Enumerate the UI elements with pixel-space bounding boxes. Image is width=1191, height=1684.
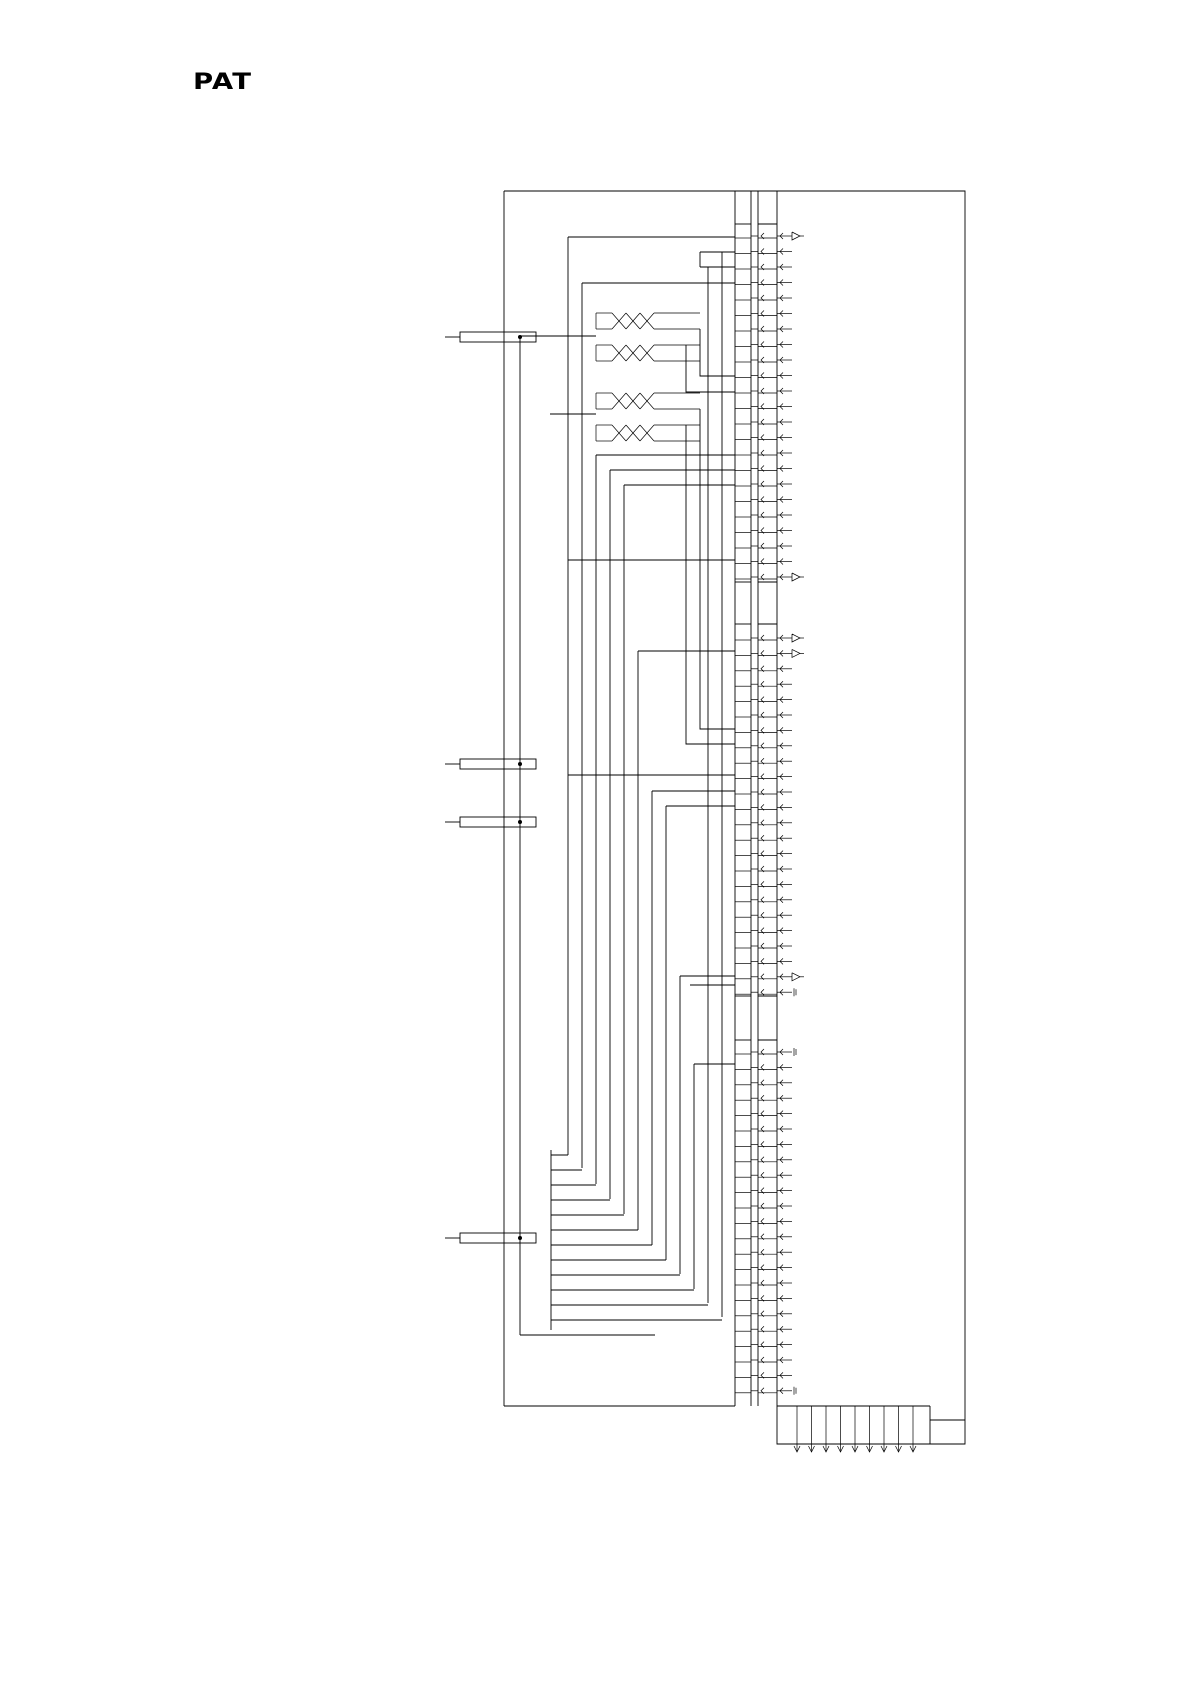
pin-row-62 [735,1265,792,1271]
db9-pin-8 [809,1406,815,1452]
pin-row-12 [735,404,792,410]
db9-interface [777,1406,965,1452]
pin-row-34 [735,789,792,795]
pat-logo: PAT [193,70,253,95]
pin-row-5 [735,295,792,301]
pin-row-36 [735,820,792,826]
can-wire-11 [686,345,735,392]
cable-2 [445,817,536,827]
power-arrow-icon [792,649,800,657]
pin-row-24 [735,634,804,642]
power-arrow-icon [792,634,800,642]
pin-row-16 [735,466,792,472]
pin-labels [735,232,804,1395]
power-arrow-icon [792,232,800,240]
pin-row-13 [735,419,792,425]
pin-row-23 [735,573,804,581]
db9-pin-9 [794,1406,800,1452]
pin-row-64 [735,1295,792,1301]
pin-row-65 [735,1311,792,1317]
pin-row-28 [735,697,792,703]
pin-row-52 [735,1111,792,1117]
db9-pin-5 [852,1406,858,1452]
pin-row-58 [735,1203,792,1209]
pin-row-27 [735,681,792,687]
twisted-pair-4 [596,393,700,441]
pin-row-8 [735,342,792,348]
pin-row-33 [735,774,792,780]
pin-row-50 [735,1080,792,1086]
pin-row-51 [735,1095,792,1101]
cable-1 [445,759,536,769]
db9-pin-1 [910,1406,916,1452]
pin-row-43 [735,928,792,934]
pin-row-61 [735,1249,792,1255]
pin-row-69 [735,1372,792,1378]
pin-row-39 [735,866,792,872]
pin-row-18 [735,497,792,503]
pin-row-70 [735,1387,796,1395]
pin-row-54 [735,1141,792,1147]
pin-row-57 [735,1188,792,1194]
pin-row-48 [735,1048,796,1056]
pin-row-41 [735,897,792,903]
pin-row-59 [735,1218,792,1224]
can-wire-30 [700,409,735,729]
pin-row-15 [735,450,792,456]
pin-row-55 [735,1157,792,1163]
db9-pin-7 [823,1406,829,1452]
pin-row-22 [735,559,792,565]
pin-row-56 [735,1172,792,1178]
pin-row-66 [735,1326,792,1332]
db9-pin-4 [867,1406,873,1452]
pin-row-6 [735,311,792,317]
pin-row-25 [735,649,804,657]
pin-row-10 [735,373,792,379]
pin-row-35 [735,804,792,810]
pin-row-38 [735,851,792,857]
db9-pin-3 [881,1406,887,1452]
cable-sheath [460,759,536,769]
pin-row-47 [735,988,796,996]
pin-row-49 [735,1064,792,1070]
pin-row-4 [735,280,792,286]
pin-row-45 [735,958,792,964]
can-wire-31 [686,425,735,744]
pin-row-60 [735,1234,792,1240]
unit-outline [504,191,965,1444]
pin-row-46 [735,973,804,981]
pin-row-14 [735,435,792,441]
wires [520,237,735,1330]
pin-row-7 [735,326,792,332]
pin-row-30 [735,727,792,733]
cable-sheath [460,332,536,342]
pin-row-29 [735,712,792,718]
pin-row-26 [735,666,792,672]
db9-pin-6 [838,1406,844,1452]
power-arrow-icon [792,973,800,981]
db9-pin-2 [896,1406,902,1452]
cables [445,332,655,1335]
twisted-pair-0 [596,313,700,361]
pin-row-20 [735,528,792,534]
pin-row-19 [735,512,792,518]
cable-sheath [460,817,536,827]
diagram-frame [504,191,965,1444]
pin-row-67 [735,1342,792,1348]
pin-row-40 [735,881,792,887]
pin-row-63 [735,1280,792,1286]
cable-0 [445,332,536,342]
cable-sheath [460,1233,536,1243]
pin-row-37 [735,835,792,841]
power-arrow-icon [792,573,800,581]
cable-3 [445,1233,536,1243]
pin-row-42 [735,912,792,918]
pin-row-32 [735,758,792,764]
pin-row-53 [735,1126,792,1132]
pin-row-1 [735,232,804,240]
pin-row-44 [735,943,792,949]
pin-row-21 [735,543,792,549]
pin-row-17 [735,481,792,487]
can-wire-10 [700,329,735,376]
pin-row-31 [735,743,792,749]
pin-row-9 [735,357,792,363]
pin-row-3 [735,264,792,270]
pin-row-2 [735,249,792,255]
pin-row-11 [735,388,792,394]
pin-row-68 [735,1357,792,1363]
